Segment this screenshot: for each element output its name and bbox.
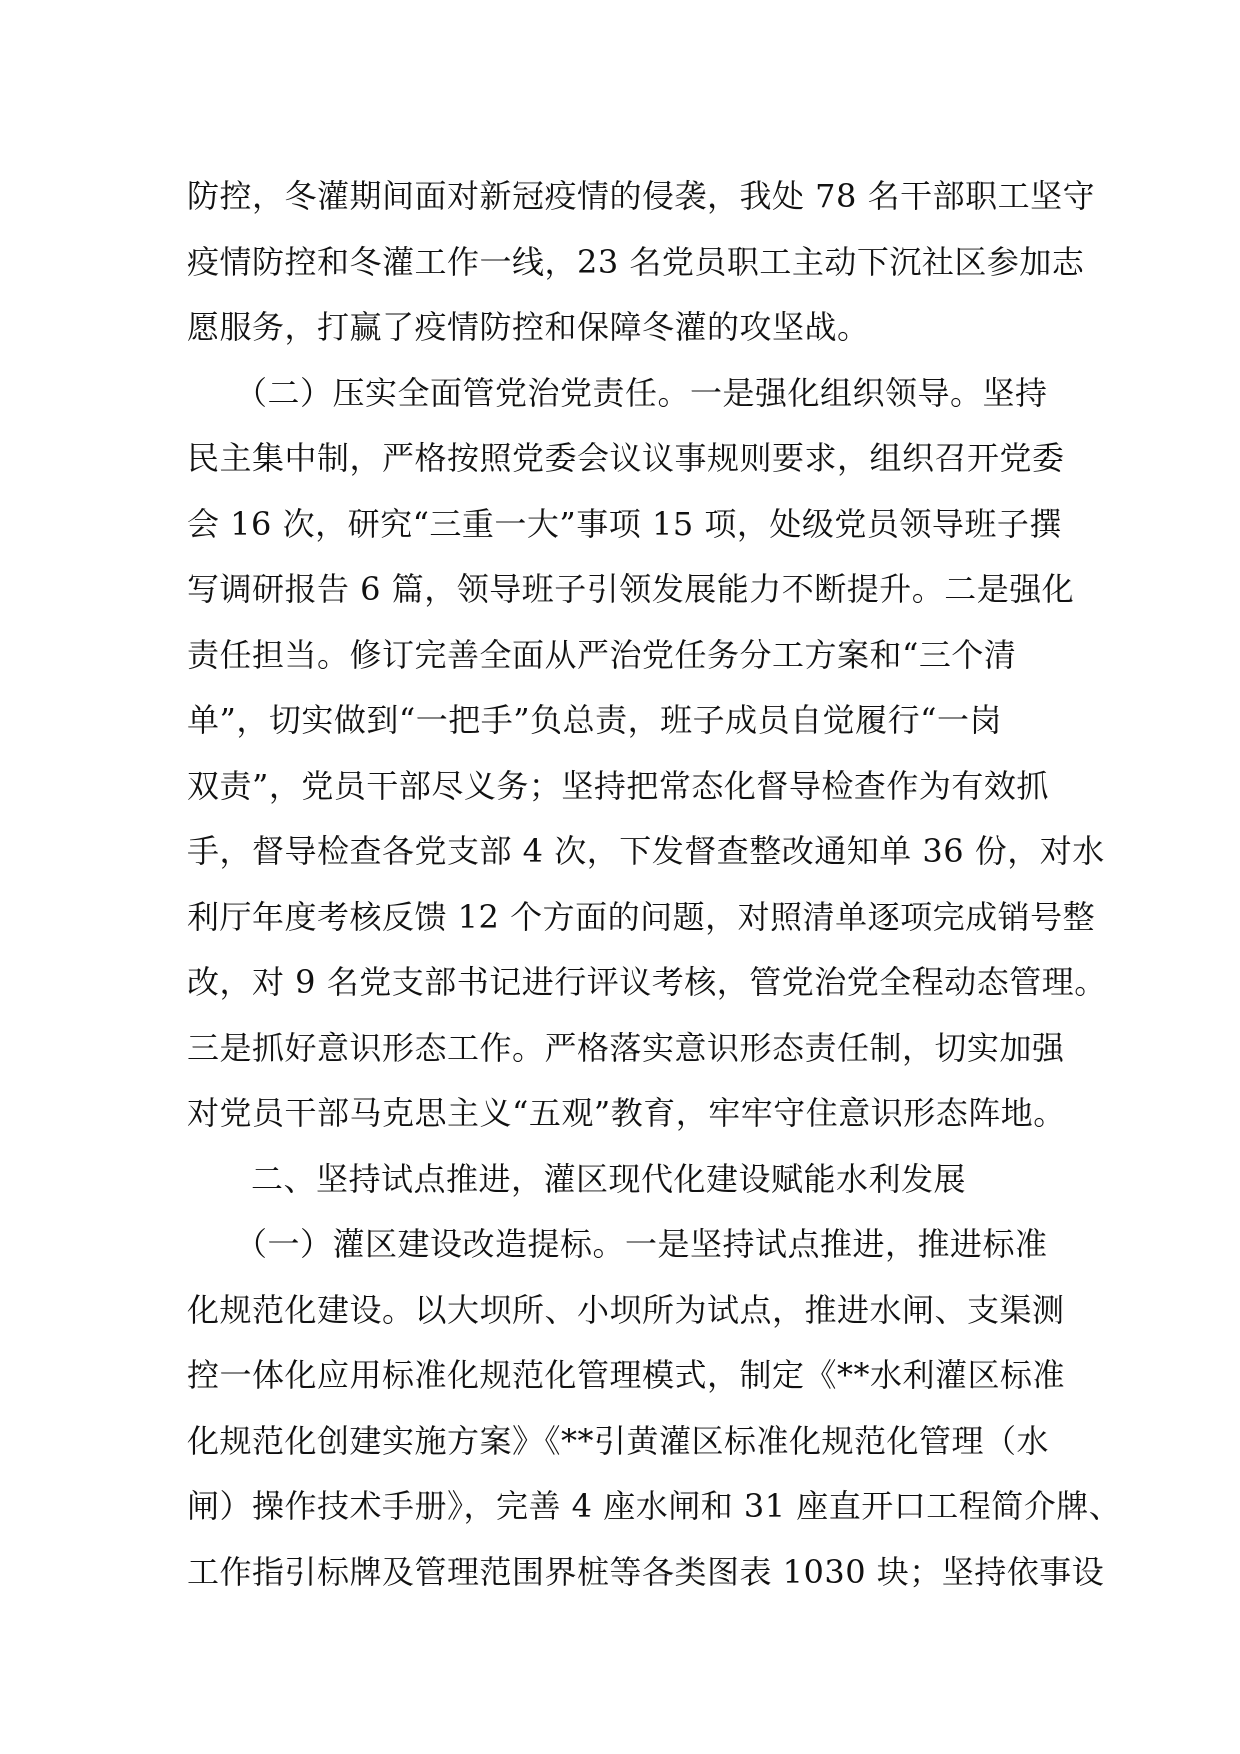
text-line: 化规范化创建实施方案》《**引黄灌区标准化规范化管理（水 — [187, 1421, 1050, 1460]
text-line: 改，对 9 名党支部书记进行评议考核，管党治党全程动态管理。 — [187, 963, 1107, 1001]
paragraph-first-line: （一）灌区建设改造提标。一是坚持试点推进，推进标准 — [235, 1225, 1048, 1263]
text-line: 手，督导检查各党支部 4 次，下发督查整改通知单 36 份，对水 — [187, 832, 1105, 870]
text-line: 工作指引标牌及管理范围界桩等各类图表 1030 块；坚持依事设 — [187, 1552, 1105, 1591]
text-line: 对党员干部马克思主义“五观”教育，牢牢守住意识形态阵地。 — [187, 1094, 1066, 1132]
paragraph-first-line: （二）压实全面管党治党责任。一是强化组织领导。坚持 — [235, 373, 1048, 412]
text-line: 控一体化应用标准化规范化管理模式，制定《**水利灌区标准 — [187, 1356, 1066, 1394]
text-line: 愿服务，打赢了疫情防控和保障冬灌的攻坚战。 — [187, 308, 870, 346]
text-line: 三是抓好意识形态工作。严格落实意识形态责任制，切实加强 — [187, 1028, 1065, 1067]
text-line: 民主集中制，严格按照党委会议议事规则要求，组织召开党委 — [187, 439, 1065, 477]
document-body — [187, 164, 1122, 1605]
text-line: 双责”，党员干部尽义务；坚持把常态化督导检查作为有效抓 — [187, 766, 1049, 805]
text-line: 利厅年度考核反馈 12 个方面的问题，对照清单逐项完成销号整 — [187, 897, 1096, 936]
text-line: 责任担当。修订完善全面从严治党任务分工方案和“三个清 — [187, 635, 1017, 674]
text-line: 闸）操作技术手册》，完善 4 座水闸和 31 座直开口工程简介牌、 — [187, 1487, 1122, 1525]
text-line: 单”，切实做到“一把手”负总责，班子成员自觉履行“一岗 — [187, 701, 1002, 739]
text-line: 化规范化建设。以大坝所、小坝所为试点，推进水闸、支渠测 — [187, 1290, 1065, 1329]
text-line: 疫情防控和冬灌工作一线，23 名党员职工主动下沉社区参加志 — [187, 242, 1085, 281]
section-heading: 二、坚持试点推进，灌区现代化建设赋能水利发展 — [251, 1159, 967, 1198]
text-line: 写调研报告 6 篇，领导班子引领发展能力不断提升。二是强化 — [187, 570, 1075, 608]
text-line: 防控，冬灌期间面对新冠疫情的侵袭，我处 78 名干部职工坚守 — [187, 177, 1096, 215]
text-line: 会 16 次，研究“三重一大”事项 15 项，处级党员领导班子撰 — [187, 504, 1062, 543]
